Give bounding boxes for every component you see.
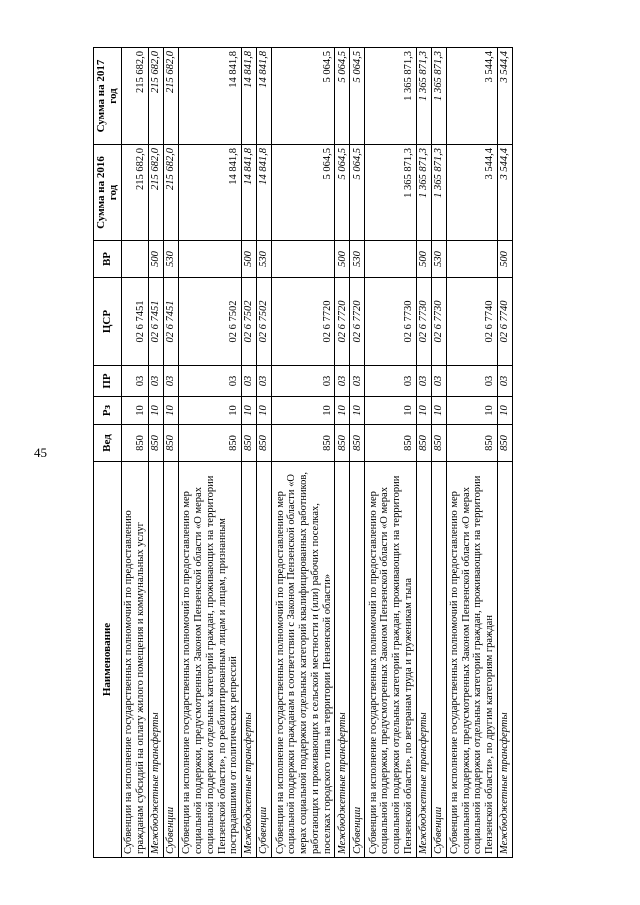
cell-s2017: 5 064,5: [272, 48, 335, 145]
cell-csr: 02 6 7740: [497, 278, 512, 366]
cell-s2016: 14 841,8: [178, 145, 241, 241]
table-body: [121, 48, 512, 858]
col-header-pr: ПР: [94, 366, 122, 397]
cell-s2017: 3 544,4: [446, 48, 497, 145]
cell-s2016: 3 544,4: [497, 145, 512, 241]
cell-csr: 02 6 7451: [148, 278, 163, 366]
table-row: [178, 48, 241, 858]
cell-rz: 10: [148, 397, 163, 425]
cell-pr: 03: [497, 366, 512, 397]
cell-vr: 500: [148, 241, 163, 278]
cell-vr: [272, 241, 335, 278]
cell-rz: 10: [365, 397, 416, 425]
cell-csr: 02 6 7730: [431, 278, 446, 366]
cell-s2016: 3 544,4: [446, 145, 497, 241]
cell-csr: 02 6 7740: [446, 278, 497, 366]
cell-ved: 850: [163, 425, 178, 462]
cell-vr: 500: [242, 241, 257, 278]
page-number: 45: [34, 445, 47, 460]
table-row: [497, 48, 512, 858]
cell-vr: 500: [335, 241, 350, 278]
cell-pr: 03: [431, 366, 446, 397]
cell-vr: [446, 241, 497, 278]
cell-s2017: 1 365 871,3: [431, 48, 446, 145]
cell-name: Межбюджетные трансферты: [335, 462, 350, 858]
cell-csr: 02 6 7451: [163, 278, 178, 366]
cell-rz: 10: [497, 397, 512, 425]
cell-name: Субвенции: [257, 462, 272, 858]
cell-vr: 500: [416, 241, 431, 278]
cell-ved: 850: [178, 425, 241, 462]
cell-pr: 03: [121, 366, 148, 397]
cell-vr: 530: [431, 241, 446, 278]
cell-rz: 10: [242, 397, 257, 425]
cell-name: Субвенции: [163, 462, 178, 858]
table-row: [365, 48, 416, 858]
cell-pr: 03: [178, 366, 241, 397]
cell-name: Субвенции на исполнение государственных полномочий по предоставлению мер социальной поддержки, предусмотренных Законом Пензенской области «О мерах социальной поддержки отдельных категорий граждан, проживающих на территории Пензенской области», по реабилитированным лицам и лицам, признанным пострадавшими от политических репрессий: [178, 462, 241, 858]
budget-table: [93, 47, 513, 858]
cell-s2016: 215 682,0: [121, 145, 148, 241]
col-header-rz: Рз: [94, 397, 122, 425]
cell-csr: 02 6 7730: [365, 278, 416, 366]
cell-name: Субвенции: [350, 462, 365, 858]
cell-s2017: 3 544,4: [497, 48, 512, 145]
cell-csr: 02 6 7502: [178, 278, 241, 366]
cell-vr: 530: [350, 241, 365, 278]
cell-csr: 02 6 7502: [257, 278, 272, 366]
cell-name: Субвенции на исполнение государственных полномочий по предоставлению мер социальной поддержки, предусмотренных Законом Пензенской области «О мерах социальной поддержки отдельных категорий граждан, проживающих на территории Пензенской области», по другим категориям граждан: [446, 462, 497, 858]
cell-csr: 02 6 7730: [416, 278, 431, 366]
cell-vr: 530: [257, 241, 272, 278]
cell-vr: 500: [497, 241, 512, 278]
cell-s2017: 1 365 871,3: [365, 48, 416, 145]
cell-name: Субвенции на исполнение государственных полномочий по предоставлению мер социальной поддержки, предусмотренных Законом Пензенской области «О мерах социальной поддержки отдельных категорий граждан, проживающих на территории Пензенской области», по ветеранам труда и труженикам тыла: [365, 462, 416, 858]
cell-name: Межбюджетные трансферты: [242, 462, 257, 858]
rotated-page: [93, 48, 513, 858]
cell-s2017: 5 064,5: [350, 48, 365, 145]
cell-rz: 10: [272, 397, 335, 425]
cell-s2017: 14 841,8: [178, 48, 241, 145]
col-header-sum2016: Сумма на 2016 год: [94, 145, 122, 241]
table-row: [335, 48, 350, 858]
cell-ved: 850: [365, 425, 416, 462]
table-row: [416, 48, 431, 858]
cell-s2017: 1 365 871,3: [416, 48, 431, 145]
cell-csr: 02 6 7720: [335, 278, 350, 366]
cell-ved: 850: [350, 425, 365, 462]
cell-rz: 10: [257, 397, 272, 425]
cell-s2016: 5 064,5: [272, 145, 335, 241]
cell-pr: 03: [163, 366, 178, 397]
cell-s2016: 1 365 871,3: [431, 145, 446, 241]
cell-vr: [365, 241, 416, 278]
cell-s2017: 14 841,8: [242, 48, 257, 145]
header-row: [94, 48, 122, 858]
cell-s2016: 5 064,5: [335, 145, 350, 241]
cell-vr: 530: [163, 241, 178, 278]
cell-s2016: 1 365 871,3: [365, 145, 416, 241]
cell-ved: 850: [446, 425, 497, 462]
cell-csr: 02 6 7451: [121, 278, 148, 366]
cell-pr: 03: [416, 366, 431, 397]
cell-vr: [178, 241, 241, 278]
cell-s2017: 215 682,0: [121, 48, 148, 145]
cell-pr: 03: [335, 366, 350, 397]
cell-s2016: 14 841,8: [242, 145, 257, 241]
cell-rz: 10: [178, 397, 241, 425]
cell-name: Межбюджетные трансферты: [416, 462, 431, 858]
cell-name: Субвенции: [431, 462, 446, 858]
cell-rz: 10: [163, 397, 178, 425]
table-row: [257, 48, 272, 858]
cell-pr: 03: [242, 366, 257, 397]
cell-s2017: 5 064,5: [335, 48, 350, 145]
cell-s2017: 215 682,0: [163, 48, 178, 145]
cell-csr: 02 6 7502: [242, 278, 257, 366]
cell-ved: 850: [497, 425, 512, 462]
table-row: [431, 48, 446, 858]
cell-pr: 03: [272, 366, 335, 397]
table-row: [272, 48, 335, 858]
table-row: [350, 48, 365, 858]
cell-csr: 02 6 7720: [350, 278, 365, 366]
cell-ved: 850: [431, 425, 446, 462]
cell-s2016: 5 064,5: [350, 145, 365, 241]
cell-s2016: 215 682,0: [163, 145, 178, 241]
cell-rz: 10: [121, 397, 148, 425]
table-row: [163, 48, 178, 858]
cell-s2016: 215 682,0: [148, 145, 163, 241]
cell-rz: 10: [416, 397, 431, 425]
cell-ved: 850: [272, 425, 335, 462]
cell-rz: 10: [335, 397, 350, 425]
cell-pr: 03: [257, 366, 272, 397]
cell-name: Межбюджетные трансферты: [148, 462, 163, 858]
cell-vr: [121, 241, 148, 278]
cell-csr: 02 6 7720: [272, 278, 335, 366]
cell-ved: 850: [242, 425, 257, 462]
table-row: [446, 48, 497, 858]
cell-ved: 850: [335, 425, 350, 462]
cell-ved: 850: [257, 425, 272, 462]
col-header-sum2017: Сумма на 2017 год: [94, 48, 122, 145]
cell-pr: 03: [148, 366, 163, 397]
cell-pr: 03: [350, 366, 365, 397]
cell-s2017: 14 841,8: [257, 48, 272, 145]
cell-name: Субвенции на исполнение государственных полномочий по предоставлению гражданам субсидий на оплату жилого помещения и коммунальных услуг: [121, 462, 148, 858]
col-header-name: Наименование: [94, 462, 122, 858]
table-row: [242, 48, 257, 858]
col-header-ved: Вед: [94, 425, 122, 462]
cell-pr: 03: [365, 366, 416, 397]
table-row: [121, 48, 148, 858]
cell-s2016: 14 841,8: [257, 145, 272, 241]
cell-rz: 10: [350, 397, 365, 425]
col-header-csr: ЦСР: [94, 278, 122, 366]
cell-name: Субвенции на исполнение государственных полномочий по предоставлению мер социальной поддержки гражданам в соответствии с Законом Пензенской области «О мерах социальной поддержки отдельных категорий квалифицированных работников, работающих и проживающих в сельской местности и (или) рабочих поселках, поселках городского типа на территории Пензенской области»: [272, 462, 335, 858]
cell-rz: 10: [431, 397, 446, 425]
cell-name: Межбюджетные трансферты: [497, 462, 512, 858]
cell-ved: 850: [416, 425, 431, 462]
cell-ved: 850: [121, 425, 148, 462]
cell-ved: 850: [148, 425, 163, 462]
cell-rz: 10: [446, 397, 497, 425]
cell-pr: 03: [446, 366, 497, 397]
cell-s2016: 1 365 871,3: [416, 145, 431, 241]
col-header-vr: ВР: [94, 241, 122, 278]
table-row: [148, 48, 163, 858]
cell-s2017: 215 682,0: [148, 48, 163, 145]
